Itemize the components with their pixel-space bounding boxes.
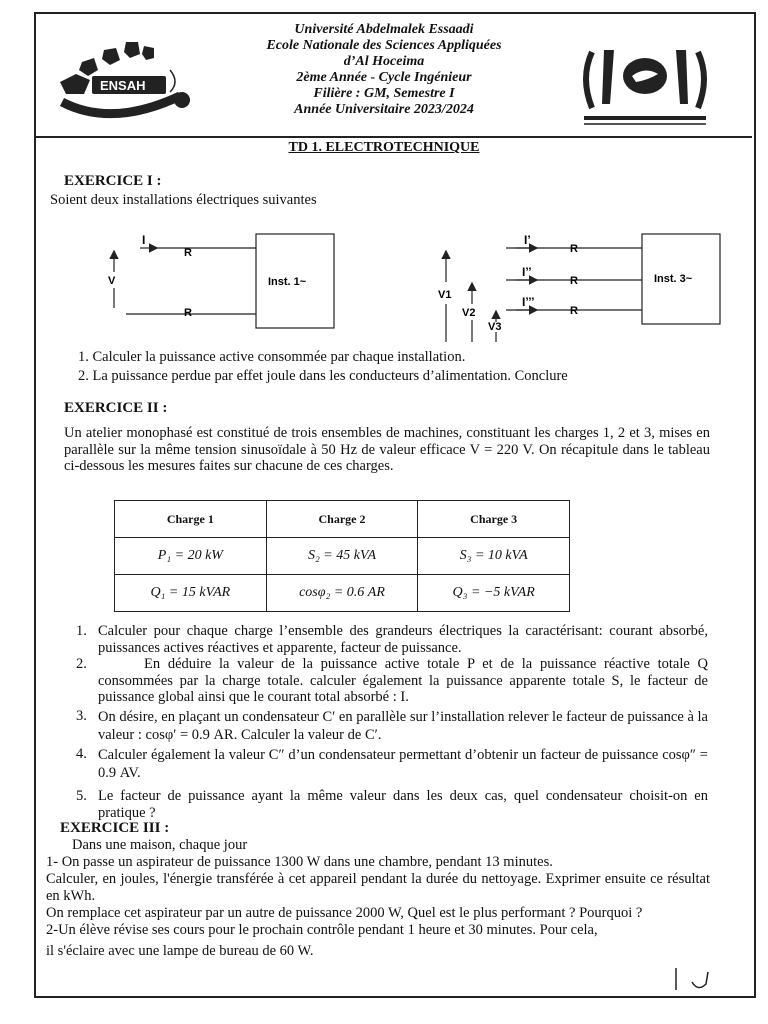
ex2-item-text: Calculer pour chaque charge l’ensemble des grandeurs électriques la caractérisant: courant absorbé, puissances actives réactives et apparente, facteur de puissance. xyxy=(98,623,708,656)
ex1-left-current: I xyxy=(142,233,146,247)
table-cell: S₂ = 45 kVA xyxy=(266,538,418,575)
ex1-right-inst: Inst. 3~ xyxy=(654,273,693,285)
ex2-intro: Un atelier monophasé est constitué de trois ensembles de machines, constituant les charges 1, 2 et 3, mises en parallèle sur la même tension sinusoïdale à 50 Hz de valeur efficace V = 220 V. On récapitule dans le tableau ci-dessous les mesures faites sur chacune de ces charges. xyxy=(64,425,710,474)
table-header-cell: Charge 1 xyxy=(115,501,267,538)
table-cell: cosφ₂ = 0.6 AR xyxy=(266,575,418,612)
table-cell: P₁ = 20 kW xyxy=(115,538,267,575)
ex2-item-text: Le facteur de puissance ayant la même valeur dans les deux cas, quel condensateur choisit-on en pratique ? xyxy=(98,788,708,821)
ex1-right-r-3: R xyxy=(570,305,578,317)
handwritten-page-mark xyxy=(668,964,728,994)
university-logo xyxy=(578,44,712,130)
ex3-line: 2-Un élève révise ses cours pour le prochain contrôle pendant 1 heure et 30 minutes. Pour cela, xyxy=(46,922,598,938)
ex1-item-2: 2. La puissance perdue par effet joule dans les conducteurs d’alimentation. Conclure xyxy=(78,368,568,384)
table-header-cell: Charge 2 xyxy=(266,501,418,538)
table-cell: Q₁ = 15 kVAR xyxy=(115,575,267,612)
header-filiere: Filière : GM, Semestre I xyxy=(313,86,455,101)
ex1-heading: EXERCICE I : xyxy=(64,173,162,189)
table-header-cell: Charge 3 xyxy=(418,501,570,538)
table-cell: S₃ = 10 kVA xyxy=(418,538,570,575)
ex1-left-voltage: V xyxy=(108,275,116,287)
ex1-right-current-2: I’’ xyxy=(522,265,532,279)
ex1-right-voltage-3: V3 xyxy=(488,321,502,333)
header-divider xyxy=(36,136,752,138)
header-academic-year: Année Universitaire 2023/2024 xyxy=(294,102,474,117)
table-cell: Q₃ = −5 kVAR xyxy=(418,575,570,612)
ex3-line: On remplace cet aspirateur par un autre de puissance 2000 W, Quel est le plus performant ? Pourquoi ? xyxy=(46,905,643,921)
header-year-level: 2ème Année - Cycle Ingénieur xyxy=(296,70,472,85)
ex3-line: Calculer, en joules, l'énergie transférée à cet appareil pendant la durée du nettoyage. Exprimer ensuite ce résultat en kWh. xyxy=(46,871,710,904)
ex2-item-num: 1. xyxy=(76,623,87,639)
ensah-logo-text: ENSAH xyxy=(100,78,146,93)
ex3-heading: EXERCICE III : xyxy=(60,820,170,836)
ex2-item-num: 2. xyxy=(76,656,87,672)
ex2-item-num: 5. xyxy=(76,788,87,804)
ex1-left-r-top: R xyxy=(184,247,192,259)
table-row xyxy=(115,538,570,575)
ex1-right-current-1: I’ xyxy=(524,233,531,247)
ex1-circuit-diagram xyxy=(96,226,736,354)
ex1-item-1: 1. Calculer la puissance active consommée par chaque installation. xyxy=(78,349,466,365)
header-school: Ecole Nationale des Sciences Appliquées xyxy=(266,38,502,53)
ex2-item-num: 3. xyxy=(76,708,87,724)
ex1-intro: Soient deux installations électriques suivantes xyxy=(50,192,317,208)
ex1-left-r-bottom: R xyxy=(184,307,192,319)
charges-table xyxy=(114,500,570,612)
table-header-row xyxy=(115,501,570,538)
ex1-right-current-3: I’’’ xyxy=(522,295,535,309)
table-row xyxy=(115,575,570,612)
ex3-line: il s'éclaire avec une lampe de bureau de 60 W. xyxy=(46,943,314,959)
ex2-item-text: On désire, en plaçant un condensateur C′ en parallèle sur l’installation relever le facteur de puissance à la valeur : cosφ′ = 0.9 AR. Calculer la valeur de C′. xyxy=(98,709,708,743)
ex2-item-text: En déduire la valeur de la puissance active totale P et de la puissance réactive totale Q consommées par la charge totale. calculer également la puissance apparente totale S, le facteur de puissance global ainsi que le courant total absorbé : I. xyxy=(98,656,708,705)
ex1-right-voltage-1: V1 xyxy=(438,289,452,301)
header-city: d’Al Hoceima xyxy=(343,54,425,69)
ex3-line: 1- On passe un aspirateur de puissance 1300 W dans une chambre, pendant 13 minutes. xyxy=(46,854,553,870)
page-title: TD 1. ELECTROTECHNIQUE xyxy=(288,140,480,155)
ex2-heading: EXERCICE II : xyxy=(64,400,168,416)
header-university: Université Abdelmalek Essaadi xyxy=(294,22,474,37)
ex1-right-r-2: R xyxy=(570,275,578,287)
ex3-line: Dans une maison, chaque jour xyxy=(72,837,248,853)
ex2-item-num: 4. xyxy=(76,746,87,762)
ex2-item-text: Calculer également la valeur C″ d’un condensateur permettant d’obtenir un facteur de puissance cosφ″ = 0.9 AV. xyxy=(98,747,708,781)
ex1-right-voltage-2: V2 xyxy=(462,307,476,319)
ex1-right-r-1: R xyxy=(570,243,578,255)
ex1-left-inst: Inst. 1~ xyxy=(268,276,307,288)
